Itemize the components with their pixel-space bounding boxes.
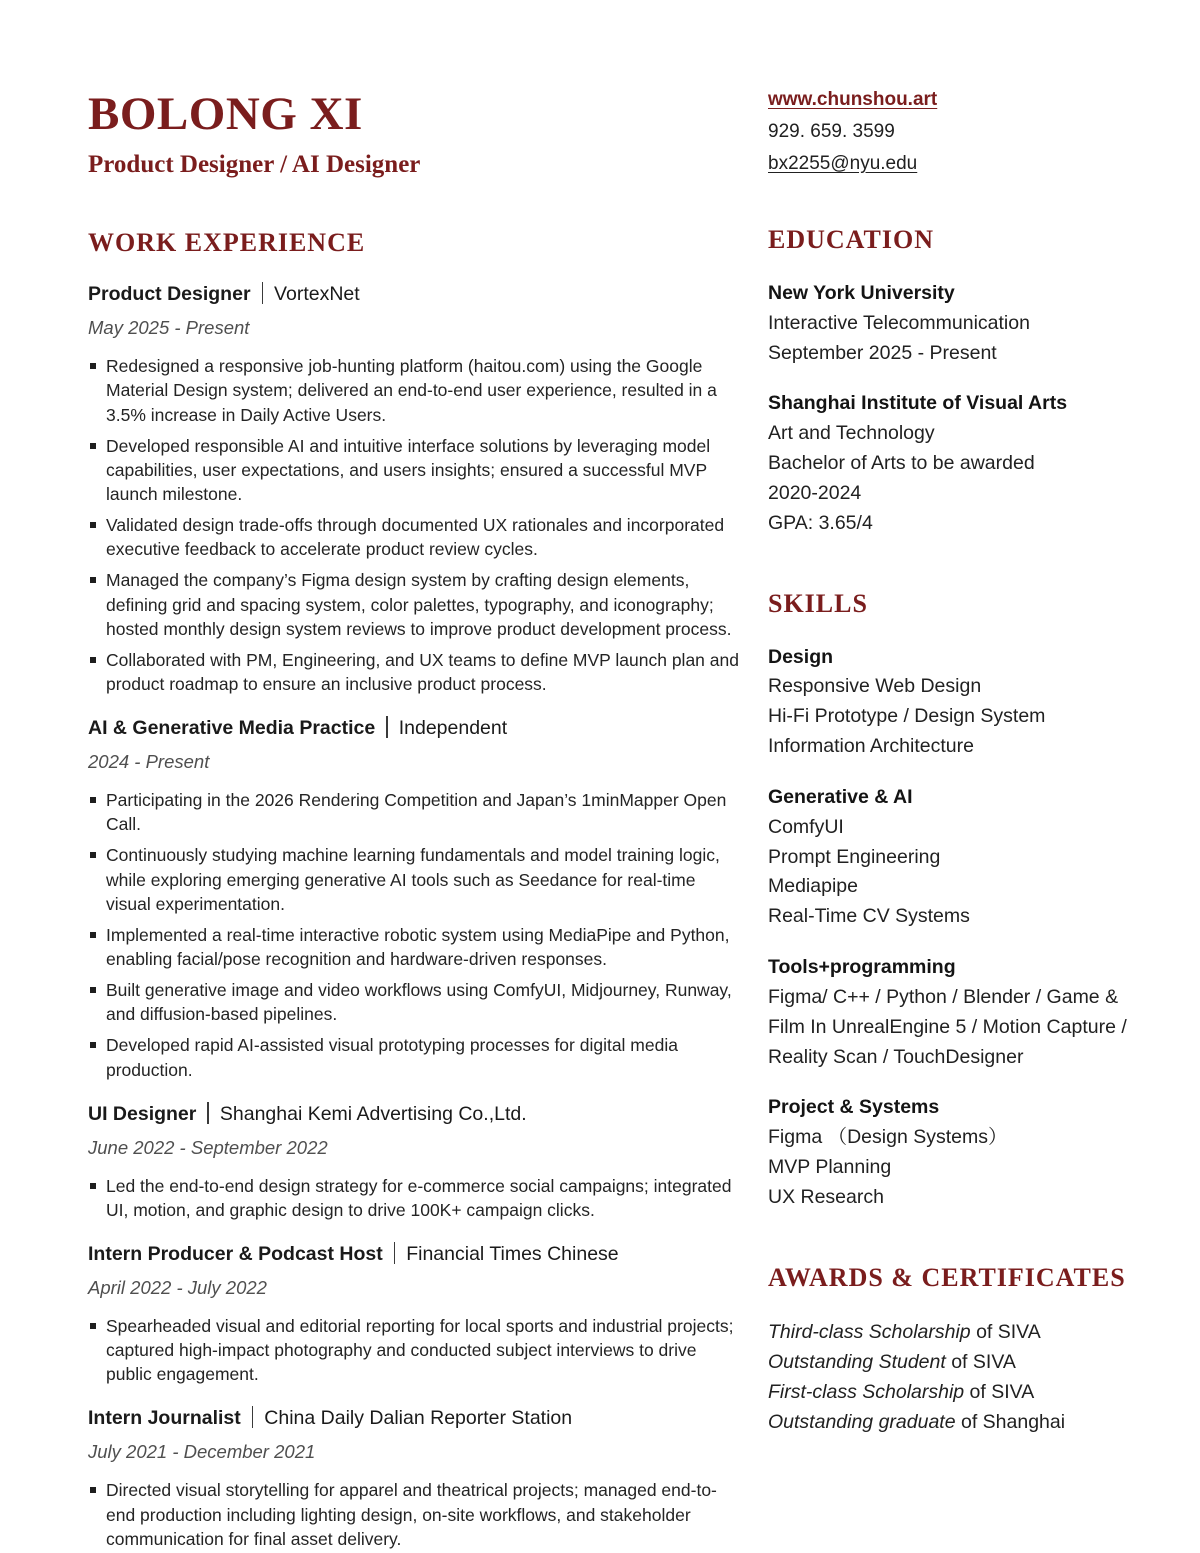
job-header [88, 1406, 744, 1430]
bullet-marker [90, 797, 96, 803]
header [88, 90, 744, 179]
job-header [88, 282, 744, 306]
award-item [768, 1317, 1160, 1347]
job-company: Shanghai Kemi Advertising Co.,Ltd. [219, 1102, 527, 1125]
job-header [88, 1242, 744, 1266]
job-entry [88, 282, 744, 696]
bullet-text: Implemented a real-time interactive robotic system using MediaPipe and Python, enabling facial/pose recognition and hardware-driven responses. [106, 924, 730, 970]
bullet-marker [90, 657, 96, 663]
bullet-item [88, 513, 744, 561]
education-entry [768, 279, 1160, 368]
skill-group-name: Tools+programming [768, 956, 956, 979]
bullet-text: Directed visual storytelling for apparel and theatrical projects; managed end-to-end production including lighting design, on-site workflows, and stakeholder communication for final asset delivery. [106, 1480, 717, 1549]
bullet-text: Validated design trade-offs through documented UX rationales and incorporated executive feedback to accelerate product review cycles. [106, 515, 725, 560]
contact-block [768, 90, 1160, 173]
person-name: BOLONG XI [88, 88, 363, 140]
left-column [88, 90, 744, 1553]
school-name: Shanghai Institute of Visual Arts [768, 392, 1068, 415]
bullet-item [88, 978, 744, 1026]
job-company: VortexNet [274, 283, 360, 306]
job-company: China Daily Dalian Reporter Station [264, 1407, 573, 1430]
section-heading-awards: AWARDS & CERTIFICATES [768, 1262, 1126, 1292]
bullet-marker [90, 1183, 96, 1189]
bullet-list [88, 354, 744, 696]
skill-line: Information Architecture [768, 735, 974, 758]
bullet-text: Collaborated with PM, Engineering, and UX teams to define MVP launch plan and product roadmap to ensure an inclusive product process. [106, 649, 739, 695]
job-entry [88, 716, 744, 1082]
award-item [768, 1377, 1160, 1407]
skill-line: UX Research [768, 1185, 884, 1208]
school-dates: September 2025 - Present [768, 341, 997, 364]
school-degree: Bachelor of Arts to be awarded [768, 452, 1035, 475]
person-subtitle: Product Designer / AI Designer [88, 151, 421, 179]
bullet-marker [90, 852, 96, 858]
bullet-marker [90, 987, 96, 993]
award-name: First-class Scholarship [768, 1381, 965, 1404]
job-dates: May 2025 - Present [88, 317, 250, 339]
bullet-item [88, 354, 744, 426]
skill-line: Figma/ C++ / Python / Blender / Game & Film In UnrealEngine 5 / Motion Capture / Reality Scan / TouchDesigner [768, 985, 1127, 1068]
bullet-marker [90, 1323, 96, 1329]
bullet-marker [90, 1487, 96, 1493]
school-name: New York University [768, 282, 955, 304]
title-separator [394, 1242, 396, 1264]
title-separator [252, 1406, 254, 1428]
bullet-marker [90, 1042, 96, 1048]
job-dates: July 2021 - December 2021 [88, 1441, 316, 1463]
skill-group-name: Design [768, 645, 834, 668]
skill-line: Prompt Engineering [768, 845, 941, 868]
bullet-text: Spearheaded visual and editorial reporting for local sports and industrial projects; captured high-impact photography and conducted subject interviews to drive public engagement. [106, 1316, 734, 1385]
job-title: Intern Journalist [88, 1407, 241, 1430]
bullet-text: Led the end-to-end design strategy for e-commerce social campaigns; integrated UI, motion, and graphic design to drive 100K+ campaign clicks. [106, 1175, 732, 1220]
skill-line: Responsive Web Design [768, 675, 982, 698]
education-entry [768, 389, 1160, 538]
bullet-list [88, 788, 744, 1082]
bullet-item [88, 1314, 744, 1386]
school-program: Interactive Telecommunication [768, 311, 1030, 334]
bullet-marker [90, 443, 96, 449]
section-heading-work-experience: WORK EXPERIENCE [88, 228, 366, 258]
skill-line: MVP Planning [768, 1156, 892, 1179]
skill-group [768, 643, 1160, 762]
skill-group [768, 1093, 1160, 1212]
job-title: AI & Generative Media Practice [88, 717, 376, 740]
bullet-text: Redesigned a responsive job-hunting platform (haitou.com) using the Google Material Design system; delivered an end-to-end user experience, resulted in a 3.5% increase in Daily Active Users. [106, 356, 717, 425]
bullet-list [88, 1314, 744, 1386]
bullet-marker [90, 363, 96, 369]
bullet-marker [90, 522, 96, 528]
bullet-text: Managed the company’s Figma design system by crafting design elements, defining grid and spacing system, color palettes, typography, and iconography; hosted monthly design system reviews to improve product development process. [106, 570, 732, 639]
section-heading-education: EDUCATION [768, 225, 934, 254]
website-link[interactable]: www.chunshou.art [768, 89, 938, 110]
skill-line: Real-Time CV Systems [768, 905, 970, 928]
skill-group [768, 783, 1160, 932]
skill-group [768, 953, 1160, 1072]
job-entry [88, 1242, 744, 1386]
title-separator [262, 282, 264, 304]
award-name: Outstanding Student [768, 1350, 946, 1373]
school-dates: 2020-2024 [768, 481, 862, 504]
job-title: UI Designer [88, 1102, 197, 1125]
skill-line: Figma （Design Systems） [768, 1126, 1008, 1149]
bullet-text: Participating in the 2026 Rendering Competition and Japan’s 1minMapper Open Call. [106, 790, 727, 835]
bullet-item [88, 568, 744, 640]
award-item [768, 1347, 1160, 1377]
award-org: of SIVA [970, 1320, 1041, 1343]
job-dates: 2024 - Present [88, 751, 210, 773]
skill-group-name: Project & Systems [768, 1096, 940, 1119]
job-dates: June 2022 - September 2022 [88, 1136, 328, 1158]
skill-line: Hi-Fi Prototype / Design System [768, 705, 1046, 728]
school-program: Art and Technology [768, 422, 935, 445]
bullet-item [88, 434, 744, 506]
award-org: of SIVA [945, 1350, 1016, 1373]
bullet-list [88, 1478, 744, 1550]
job-company: Financial Times Chinese [406, 1243, 619, 1265]
title-separator [207, 1102, 209, 1124]
bullet-text: Developed rapid AI-assisted visual prototyping processes for digital media production. [106, 1035, 678, 1080]
bullet-text: Developed responsible AI and intuitive interface solutions by leveraging model capabilities, user expectations, and users insights; ensured a successful MVP launch milestone. [106, 435, 711, 505]
award-org: of SIVA [964, 1381, 1035, 1404]
job-entry [88, 1102, 744, 1222]
bullet-item [88, 1478, 744, 1550]
awards-list [768, 1317, 1160, 1438]
job-company: Independent [398, 717, 508, 740]
award-item [768, 1407, 1160, 1437]
bullet-list [88, 1174, 744, 1222]
bullet-item [88, 1033, 744, 1081]
award-org: of Shanghai [955, 1411, 1066, 1434]
skill-line: Mediapipe [768, 875, 858, 898]
email-link[interactable]: bx2255@nyu.edu [768, 153, 918, 174]
job-header [88, 1102, 744, 1126]
bullet-item [88, 648, 744, 696]
skill-group-name: Generative & AI [768, 785, 913, 808]
job-dates: April 2022 - July 2022 [88, 1277, 267, 1298]
section-heading-skills: SKILLS [768, 588, 868, 618]
bullet-marker [90, 577, 96, 583]
job-header [88, 716, 744, 740]
bullet-item [88, 1174, 744, 1222]
award-name: Third-class Scholarship [768, 1320, 971, 1343]
bullet-item [88, 788, 744, 836]
school-gpa: GPA: 3.65/4 [768, 511, 873, 534]
skill-line: ComfyUI [768, 815, 844, 838]
job-title: Intern Producer & Podcast Host [88, 1243, 383, 1265]
bullet-item [88, 843, 744, 915]
job-title: Product Designer [88, 283, 251, 306]
phone-number: 929. 659. 3599 [768, 121, 895, 142]
bullet-text: Continuously studying machine learning fundamentals and model training logic, while exploring emerging generative AI tools such as Seedance for real-time visual experimentation. [106, 845, 720, 914]
bullet-marker [90, 932, 96, 938]
title-separator [386, 716, 388, 738]
bullet-text: Built generative image and video workflows using ComfyUI, Midjourney, Runway, and diffusion-based pipelines. [106, 980, 732, 1025]
job-entry [88, 1406, 744, 1550]
right-column [768, 90, 1160, 1553]
bullet-item [88, 923, 744, 971]
award-name: Outstanding graduate [768, 1411, 956, 1434]
